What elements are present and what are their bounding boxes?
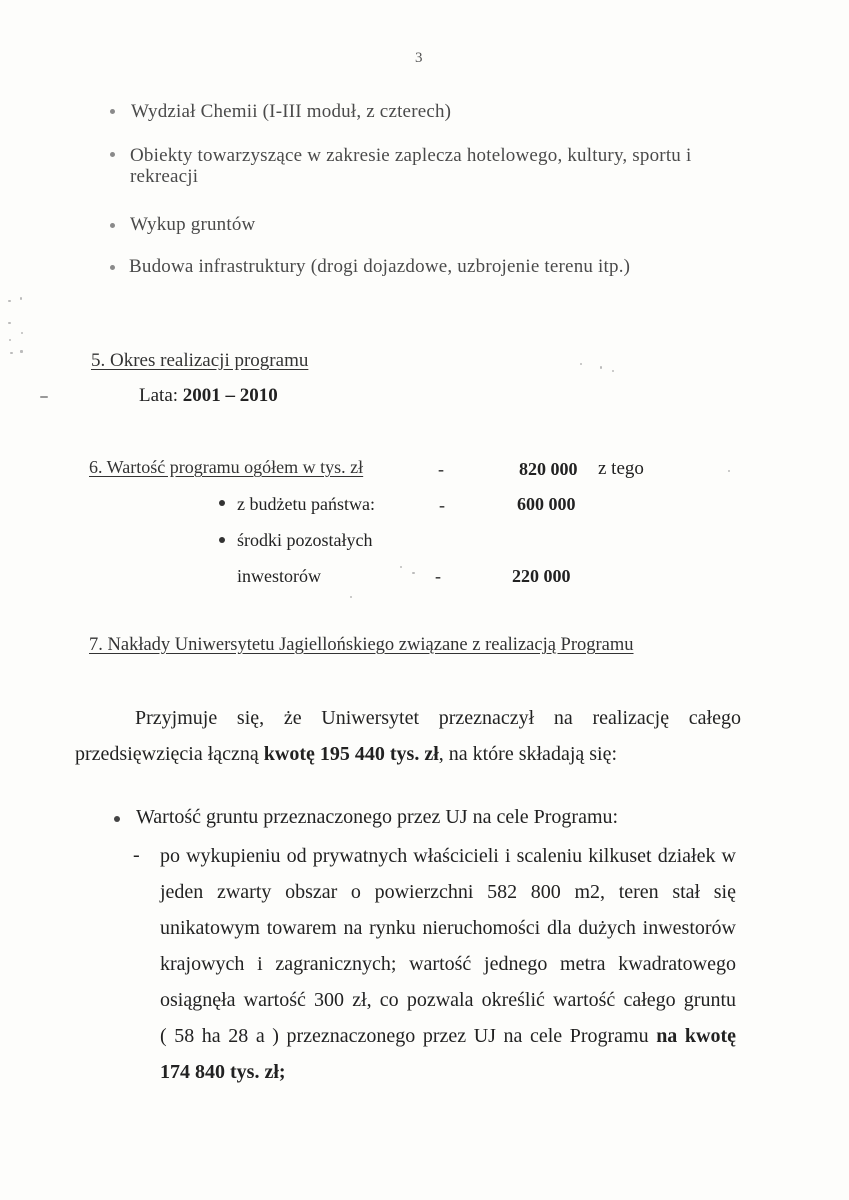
- period-label: Lata:: [139, 385, 179, 406]
- section-7-heading: 7. Nakłady Uniwersytetu Jagiellońskiego związane z realizacją Programu: [89, 635, 634, 655]
- paragraph-line: unikatowym towarem na rynku nieruchomości dla dużych inwestorów: [160, 917, 736, 939]
- bullet-item: Wykup gruntów: [130, 214, 256, 235]
- scan-speck: [600, 366, 602, 369]
- paragraph-line: osiągnęła wartość 300 zł, co pozwala określić wartość całego gruntu: [160, 989, 736, 1011]
- scan-speck: [350, 596, 352, 598]
- bullet-item-continuation: rekreacji: [130, 166, 199, 187]
- funding-label: z budżetu państwa:: [237, 494, 375, 514]
- scan-speck: [728, 470, 730, 472]
- bullet-item: Budowa infrastruktury (drogi dojazdowe, uzbrojenie terenu itp.): [129, 256, 631, 277]
- bullet-dot: [114, 816, 120, 822]
- sub-dash: -: [133, 844, 140, 866]
- bullet-dot: [110, 265, 115, 270]
- text-run: przedsięwzięcia łączną: [75, 743, 264, 765]
- section-6-heading: 6. Wartość programu ogółem w tys. zł: [89, 457, 364, 477]
- bullet-dot: [110, 152, 115, 157]
- scan-speck: [40, 396, 48, 398]
- scan-speck: [9, 339, 11, 341]
- bullet-dot: [219, 537, 225, 543]
- scan-speck: [580, 363, 582, 365]
- scan-speck: [20, 350, 23, 353]
- intro-paragraph: [75, 700, 741, 772]
- paragraph-line: [75, 736, 741, 772]
- bullet-item: Obiekty towarzyszące w zakresie zaplecza hotelowego, kultury, sportu i: [130, 145, 692, 166]
- funding-value: 220 000: [512, 566, 571, 586]
- dash: -: [439, 495, 445, 515]
- period-value: 2001 – 2010: [182, 385, 278, 406]
- total-value: 820 000: [519, 459, 578, 479]
- scan-speck: [8, 322, 11, 324]
- paragraph-line: [160, 1018, 736, 1054]
- bullet-item: Wydział Chemii (I-III moduł, z czterech): [131, 101, 452, 122]
- scan-speck: [612, 370, 614, 372]
- dash: -: [438, 459, 444, 479]
- bullet-dot: [219, 500, 225, 506]
- funding-value: 600 000: [517, 494, 576, 514]
- scan-speck: [20, 297, 22, 300]
- scan-speck: [412, 572, 415, 574]
- bullet-dot: [110, 109, 115, 114]
- funding-label: środki pozostałych: [237, 530, 373, 550]
- amount-emphasis: na kwotę: [656, 1025, 736, 1047]
- paragraph-line: po wykupieniu od prywatnych właścicieli i scaleniu kilkuset działek w: [160, 845, 736, 867]
- period-line: [139, 385, 278, 407]
- land-value-paragraph: [160, 838, 736, 1090]
- paragraph-line: jeden zwarty obszar o powierzchni 582 800 m2, teren stał się: [160, 881, 736, 903]
- bullet-dot: [110, 223, 115, 228]
- text-run: , na które składają się:: [438, 743, 618, 765]
- scan-speck: [8, 300, 11, 302]
- section-5-heading: 5. Okres realizacji programu: [91, 350, 309, 371]
- scan-speck: [10, 352, 13, 354]
- funding-label-continuation: inwestorów: [237, 566, 321, 586]
- page-number: 3: [415, 50, 423, 66]
- scan-speck: [21, 332, 23, 334]
- land-value-bullet: Wartość gruntu przeznaczonego przez UJ na cele Programu:: [136, 806, 619, 828]
- paragraph-line: krajowych i zagranicznych; wartość jednego metra kwadratowego: [160, 953, 736, 975]
- paragraph-line: Przyjmuje się, że Uniwersytet przeznaczył na realizację całego: [135, 707, 741, 729]
- total-suffix: z tego: [598, 458, 644, 479]
- dash: -: [435, 566, 441, 586]
- scan-speck: [400, 566, 402, 568]
- paragraph-line: 174 840 tys. zł;: [160, 1061, 286, 1083]
- amount-emphasis: kwotę 195 440 tys. zł: [263, 743, 439, 765]
- text-run: ( 58 ha 28 a ) przeznaczonego przez UJ na cele Programu: [160, 1025, 657, 1047]
